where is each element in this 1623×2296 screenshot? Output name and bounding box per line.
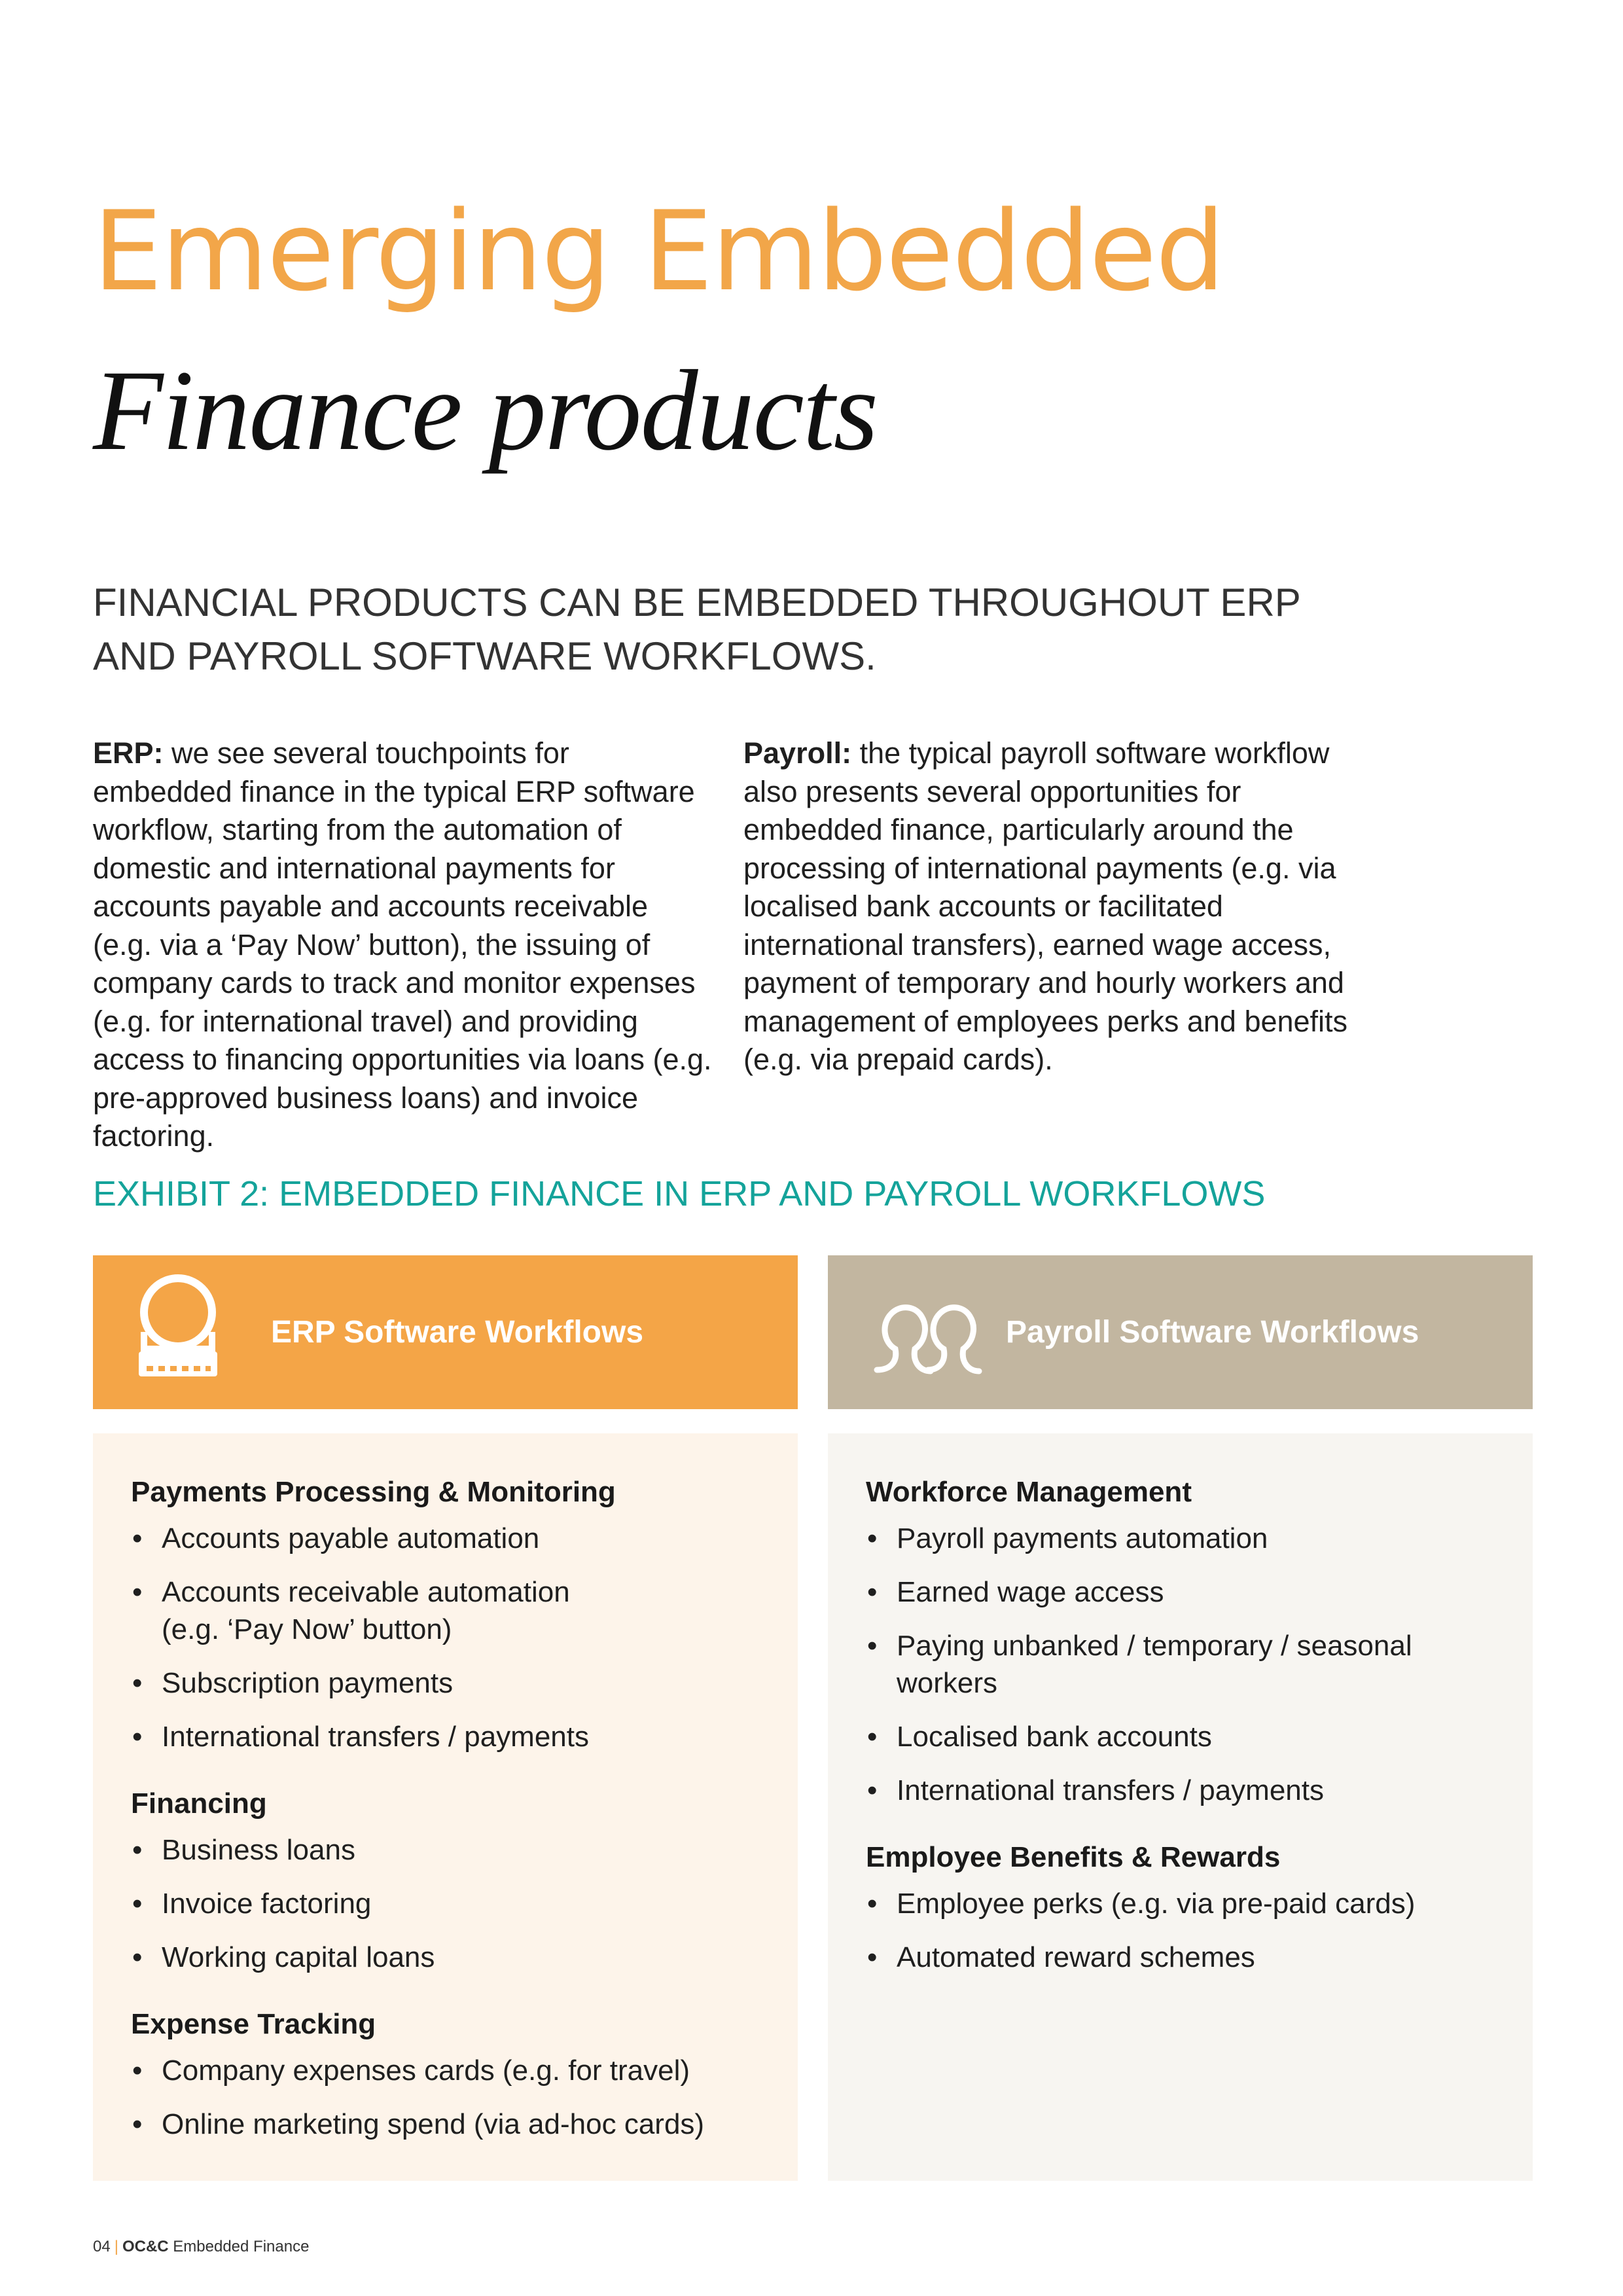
list-item: • Working capital loans bbox=[132, 1941, 435, 1973]
erp-header bbox=[93, 1255, 798, 1409]
coin-stack-icon bbox=[126, 1272, 230, 1399]
payroll-paragraph-label: Payroll: bbox=[743, 736, 852, 770]
intro-heading: FINANCIAL PRODUCTS CAN BE EMBEDDED THROUGHOUT ERP AND PAYROLL SOFTWARE WORKFLOWS. bbox=[93, 581, 1300, 678]
list-item: • Online marketing spend (via ad-hoc cards) bbox=[132, 2108, 705, 2140]
list-item: • International transfers / payments bbox=[867, 1774, 1324, 1806]
list-item: • Invoice factoring bbox=[132, 1888, 372, 1920]
list-item: • Payroll payments automation bbox=[867, 1522, 1268, 1554]
erp-heading: ERP Software Workflows bbox=[271, 1315, 644, 1350]
erp-paragraph-text: we see several touchpoints for embedded finance in the typical ERP software workflow, starting from the automation of domestic and international payments for accounts payable and accounts receivable (e.g. via a ‘Pay Now’ button), the issuing of company cards to track and monitor expenses (e.g. for international travel) and providing access to financing opportunities via loans (e.g. pre-approved business loans) and invoice factoring. bbox=[93, 736, 712, 1153]
payroll-heading: Payroll Software Workflows bbox=[1006, 1315, 1419, 1350]
erp-panel bbox=[93, 1433, 798, 2181]
exhibit-title: EXHIBIT 2: EMBEDDED FINANCE IN ERP AND PAYROLL WORKFLOWS bbox=[93, 1174, 1266, 1213]
page-title: Emerging Embedded bbox=[93, 187, 1224, 315]
payroll-paragraph-text: the typical payroll software workflow also presents several opportunities for embedded finance, particularly around the processing of international payments (e.g. via localised bank accounts or facilitated international transfers), earned wage access, payment of temporary and hourly workers and management of employees perks and benefits (e.g. via prepaid cards). bbox=[743, 736, 1348, 1076]
people-icon bbox=[857, 1272, 995, 1399]
erp-paragraph bbox=[93, 734, 715, 1156]
list-item: • Business loans bbox=[132, 1834, 355, 1866]
payroll-section-title: Employee Benefits & Rewards bbox=[866, 1841, 1281, 1873]
footer-separator: | bbox=[114, 2238, 118, 2255]
footer-brand: OC&C bbox=[122, 2238, 169, 2255]
list-item: • Accounts receivable automation (e.g. ‘Pay Now’ button) bbox=[132, 1576, 570, 1645]
page-number: 04 bbox=[93, 2238, 111, 2255]
list-item: • Paying unbanked / temporary / seasonal workers bbox=[867, 1630, 1412, 1699]
list-item: • Subscription payments bbox=[132, 1667, 454, 1699]
payroll-paragraph bbox=[743, 734, 1365, 1079]
payroll-panel bbox=[828, 1433, 1533, 2181]
erp-section-title: Financing bbox=[131, 1787, 267, 1820]
page-subtitle: Finance products bbox=[93, 347, 878, 475]
list-item: • Company expenses cards (e.g. for travel) bbox=[132, 2054, 690, 2087]
list-item: • Localised bank accounts bbox=[867, 1721, 1212, 1753]
list-item: • Automated reward schemes bbox=[867, 1941, 1255, 1973]
payroll-header bbox=[828, 1255, 1533, 1409]
payroll-section-title: Workforce Management bbox=[866, 1476, 1192, 1508]
erp-section-title: Payments Processing & Monitoring bbox=[131, 1476, 616, 1508]
page-footer bbox=[93, 2237, 309, 2257]
list-item: • International transfers / payments bbox=[132, 1721, 589, 1753]
list-item: • Earned wage access bbox=[867, 1576, 1164, 1608]
erp-paragraph-label: ERP: bbox=[93, 736, 164, 770]
list-item: • Accounts payable automation bbox=[132, 1522, 540, 1554]
list-item: • Employee perks (e.g. via pre-paid cards) bbox=[867, 1888, 1416, 1920]
erp-section-title: Expense Tracking bbox=[131, 2008, 376, 2040]
footer-label: Embedded Finance bbox=[173, 2238, 310, 2255]
